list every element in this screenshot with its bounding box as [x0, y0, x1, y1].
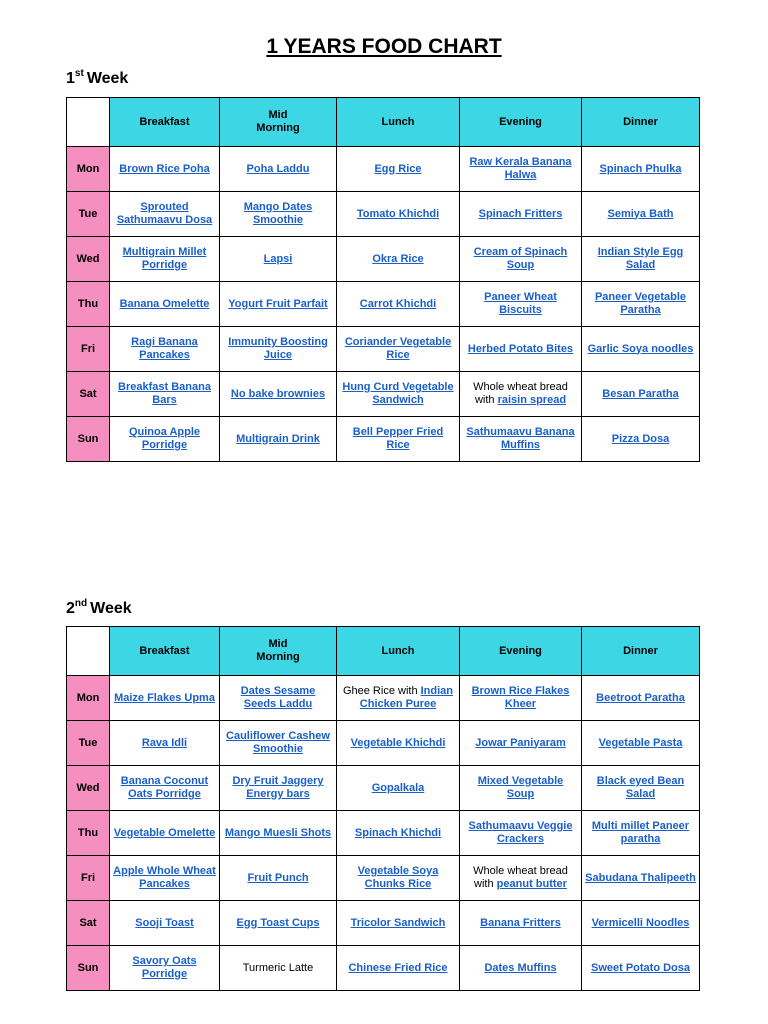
recipe-link[interactable]: Spinach Fritters — [478, 207, 563, 220]
table-row — [67, 372, 700, 417]
meal-cell — [460, 192, 582, 237]
recipe-link[interactable]: Savory Oats Porridge — [132, 955, 197, 980]
recipe-link[interactable]: Semiya Bath — [607, 207, 674, 220]
table-row — [67, 192, 700, 237]
recipe-link[interactable]: Poha Laddu — [246, 162, 310, 175]
recipe-link[interactable]: Rava Idli — [141, 736, 188, 749]
meal-cell — [582, 676, 700, 721]
meal-cell — [220, 372, 337, 417]
recipe-link[interactable]: No bake brownies — [230, 387, 326, 400]
table-row — [67, 417, 700, 462]
recipe-link[interactable]: Carrot Khichdi — [359, 297, 437, 310]
meal-cell — [582, 766, 700, 811]
recipe-link[interactable]: Apple Whole Wheat Pancakes — [113, 865, 216, 890]
meal-cell — [460, 856, 582, 901]
meal-cell — [337, 676, 460, 721]
meal-cell — [337, 721, 460, 766]
meal-cell — [460, 901, 582, 946]
meal-cell — [220, 901, 337, 946]
column-header: Dinner — [582, 98, 700, 147]
recipe-link[interactable]: Egg Rice — [374, 162, 422, 175]
recipe-link[interactable]: Sprouted Sathumaavu Dosa — [116, 201, 213, 226]
table-header-row — [67, 98, 700, 147]
day-label: Fri — [67, 856, 110, 901]
meal-cell — [110, 417, 220, 462]
meal-cell — [582, 147, 700, 192]
recipe-link[interactable]: Banana Coconut Oats Porridge — [120, 775, 209, 800]
meal-cell — [220, 147, 337, 192]
meal-cell — [582, 282, 700, 327]
column-header: Mid Morning — [220, 98, 337, 147]
recipe-link[interactable]: Banana Omelette — [119, 297, 210, 310]
recipe-link[interactable]: Beetroot Paratha — [596, 691, 685, 704]
meal-cell — [220, 417, 337, 462]
recipe-link[interactable]: Vegetable Pasta — [598, 736, 683, 749]
meal-cell — [337, 237, 460, 282]
meal-cell — [110, 946, 220, 991]
table-row — [67, 901, 700, 946]
meal-cell — [220, 676, 337, 721]
meal-cell — [337, 946, 460, 991]
recipe-link[interactable]: Hung Curd Vegetable Sandwich — [342, 381, 454, 406]
day-label: Mon — [67, 147, 110, 192]
meal-cell — [337, 901, 460, 946]
recipe-link[interactable]: Dry Fruit Jaggery Energy bars — [232, 775, 324, 800]
meal-cell — [110, 192, 220, 237]
day-label: Fri — [67, 327, 110, 372]
meal-cell — [582, 372, 700, 417]
column-header: Evening — [460, 98, 582, 147]
meal-cell — [582, 901, 700, 946]
meal-cell — [337, 372, 460, 417]
recipe-link[interactable]: Vegetable Soya Chunks Rice — [357, 865, 439, 890]
recipe-link[interactable]: Vegetable Omelette — [113, 826, 216, 839]
recipe-link[interactable]: Tricolor Sandwich — [350, 916, 446, 929]
meal-cell — [582, 237, 700, 282]
recipe-link[interactable]: Sweet Potato Dosa — [590, 961, 691, 974]
meal-cell — [460, 147, 582, 192]
meal-text: Ghee Rice with — [342, 685, 421, 697]
meal-cell — [460, 946, 582, 991]
meal-cell — [220, 766, 337, 811]
meal-cell — [337, 192, 460, 237]
table-row — [67, 676, 700, 721]
column-header: Lunch — [337, 98, 460, 147]
meal-cell — [460, 811, 582, 856]
recipe-link[interactable]: Indian Style Egg Salad — [597, 246, 684, 271]
table-header-row — [67, 627, 700, 676]
week-1-meal-table — [66, 97, 700, 462]
meal-cell — [582, 946, 700, 991]
recipe-link[interactable]: Indian Chicken Puree — [359, 685, 454, 710]
recipe-link[interactable]: Cream of Spinach Soup — [473, 246, 568, 271]
table-row — [67, 282, 700, 327]
column-header: Mid Morning — [220, 627, 337, 676]
day-label: Sat — [67, 372, 110, 417]
week-label: Week — [86, 70, 129, 87]
recipe-link[interactable]: Spinach Phulka — [599, 162, 682, 175]
week-1-heading — [66, 68, 128, 88]
recipe-link[interactable]: Brown Rice Flakes Kheer — [471, 685, 570, 710]
recipe-link[interactable]: Sathumaavu Banana Muffins — [466, 426, 575, 451]
day-label: Sun — [67, 417, 110, 462]
column-header: Dinner — [582, 627, 700, 676]
recipe-link[interactable]: Sathumaavu Veggie Crackers — [468, 820, 573, 845]
meal-cell — [337, 417, 460, 462]
recipe-link[interactable]: raisin spread — [497, 394, 567, 406]
day-label: Tue — [67, 721, 110, 766]
recipe-link[interactable]: Maize Flakes Upma — [114, 691, 215, 704]
table-row — [67, 766, 700, 811]
page-title: 1 YEARS FOOD CHART — [266, 35, 502, 58]
recipe-link[interactable]: Mixed Vegetable Soup — [477, 775, 564, 800]
recipe-link[interactable]: Gopalkala — [371, 781, 425, 794]
meal-text: Whole wheat bread with — [473, 865, 568, 890]
meal-cell — [337, 856, 460, 901]
meal-cell — [582, 327, 700, 372]
recipe-link[interactable]: Paneer Wheat Biscuits — [484, 291, 557, 316]
recipe-link[interactable]: Mango Dates Smoothie — [243, 201, 313, 226]
table-row — [67, 237, 700, 282]
meal-cell — [460, 372, 582, 417]
recipe-link[interactable]: Multigrain Millet Porridge — [122, 246, 207, 271]
meal-cell — [337, 147, 460, 192]
meal-cell — [220, 811, 337, 856]
meal-cell — [460, 282, 582, 327]
recipe-link[interactable]: Lapsi — [263, 252, 293, 265]
meal-cell — [220, 856, 337, 901]
recipe-link[interactable]: Dates Muffins — [484, 961, 557, 974]
day-label: Tue — [67, 192, 110, 237]
meal-text: Whole wheat bread with — [473, 381, 568, 406]
recipe-link[interactable]: Yogurt Fruit Parfait — [228, 297, 328, 310]
meal-cell — [110, 766, 220, 811]
meal-cell — [582, 192, 700, 237]
recipe-link[interactable]: Breakfast Banana Bars — [118, 381, 211, 406]
meal-cell — [220, 282, 337, 327]
meal-cell — [582, 721, 700, 766]
week-2-heading — [66, 598, 132, 618]
meal-cell — [110, 811, 220, 856]
meal-cell — [220, 237, 337, 282]
column-header: Lunch — [337, 627, 460, 676]
week-ordinal-suffix: st — [74, 68, 84, 79]
recipe-link[interactable]: Banana Fritters — [480, 916, 561, 929]
day-label: Thu — [67, 282, 110, 327]
table-row — [67, 147, 700, 192]
column-header: Breakfast — [110, 98, 220, 147]
meal-cell — [337, 327, 460, 372]
meal-cell — [110, 721, 220, 766]
week-number: 1 — [66, 70, 75, 87]
header-corner-cell — [67, 627, 110, 676]
recipe-link[interactable]: peanut butter — [496, 878, 567, 890]
meal-cell — [110, 147, 220, 192]
recipe-link[interactable]: Besan Paratha — [602, 387, 679, 400]
day-label: Sat — [67, 901, 110, 946]
recipe-link[interactable]: Sabudana Thalipeeth — [585, 871, 696, 884]
recipe-link[interactable]: Garlic Soya noodles — [587, 342, 694, 355]
table-row — [67, 721, 700, 766]
week-label: Week — [90, 600, 132, 617]
meal-cell — [460, 766, 582, 811]
meal-cell — [110, 237, 220, 282]
meal-cell — [460, 327, 582, 372]
meal-cell — [110, 676, 220, 721]
column-header: Evening — [460, 627, 582, 676]
meal-cell — [110, 901, 220, 946]
meal-cell — [220, 721, 337, 766]
meal-cell — [582, 856, 700, 901]
day-label: Sun — [67, 946, 110, 991]
table-row — [67, 811, 700, 856]
recipe-link[interactable]: Bell Pepper Fried Rice — [352, 426, 444, 451]
table-row — [67, 327, 700, 372]
meal-cell — [337, 766, 460, 811]
recipe-link[interactable]: Jowar Paniyaram — [475, 736, 566, 749]
recipe-link[interactable]: Multi millet Paneer paratha — [591, 820, 690, 845]
column-header: Breakfast — [110, 627, 220, 676]
recipe-link[interactable]: Brown Rice Poha — [119, 162, 210, 175]
day-label: Thu — [67, 811, 110, 856]
recipe-link[interactable]: Immunity Boosting Juice — [228, 336, 328, 361]
recipe-link[interactable]: Egg Toast Cups — [236, 916, 320, 929]
recipe-link[interactable]: Vermicelli Noodles — [591, 916, 690, 929]
recipe-link[interactable]: Paneer Vegetable Paratha — [594, 291, 687, 316]
recipe-link[interactable]: Quinoa Apple Porridge — [128, 426, 201, 451]
meal-cell — [460, 417, 582, 462]
recipe-link[interactable]: Black eyed Bean Salad — [596, 775, 685, 800]
recipe-link[interactable]: Herbed Potato Bites — [467, 342, 574, 355]
recipe-link[interactable]: Fruit Punch — [247, 871, 309, 884]
recipe-link[interactable]: Sooji Toast — [135, 916, 194, 929]
day-label: Mon — [67, 676, 110, 721]
day-label: Wed — [67, 237, 110, 282]
meal-cell — [582, 417, 700, 462]
recipe-link[interactable]: Ragi Banana Pancakes — [131, 336, 198, 361]
table-row — [67, 946, 700, 991]
recipe-link[interactable]: Dates Sesame Seeds Laddu — [240, 685, 316, 710]
recipe-link[interactable]: Spinach Khichdi — [354, 826, 442, 839]
meal-cell — [110, 327, 220, 372]
recipe-link[interactable]: Okra Rice — [372, 252, 424, 265]
table-row — [67, 856, 700, 901]
day-label: Wed — [67, 766, 110, 811]
meal-cell — [460, 676, 582, 721]
meal-cell — [220, 192, 337, 237]
recipe-link[interactable]: Coriander Vegetable Rice — [344, 336, 452, 361]
meal-cell — [110, 856, 220, 901]
recipe-link[interactable]: Tomato Khichdi — [356, 207, 440, 220]
meal-cell — [337, 282, 460, 327]
meal-cell — [582, 811, 700, 856]
meal-cell — [110, 372, 220, 417]
meal-cell — [337, 811, 460, 856]
meal-cell — [220, 946, 337, 991]
recipe-link[interactable]: Cauliflower Cashew Smoothie — [226, 730, 330, 755]
meal-cell — [110, 282, 220, 327]
recipe-link[interactable]: Chinese Fried Rice — [348, 961, 448, 974]
meal-cell — [220, 327, 337, 372]
recipe-link[interactable]: Multigrain Drink — [236, 432, 320, 445]
meal-cell — [460, 721, 582, 766]
recipe-link[interactable]: Pizza Dosa — [611, 432, 670, 445]
recipe-link[interactable]: Vegetable Khichdi — [350, 736, 446, 749]
week-2-meal-table — [66, 626, 700, 991]
header-corner-cell — [67, 98, 110, 147]
recipe-link[interactable]: Mango Muesli Shots — [224, 826, 332, 839]
meal-text: Turmeric Latte — [242, 961, 314, 974]
week-number: 2 — [66, 600, 75, 617]
week-ordinal-suffix: nd — [74, 598, 88, 609]
recipe-link[interactable]: Raw Kerala Banana Halwa — [469, 156, 572, 181]
meal-cell — [460, 237, 582, 282]
